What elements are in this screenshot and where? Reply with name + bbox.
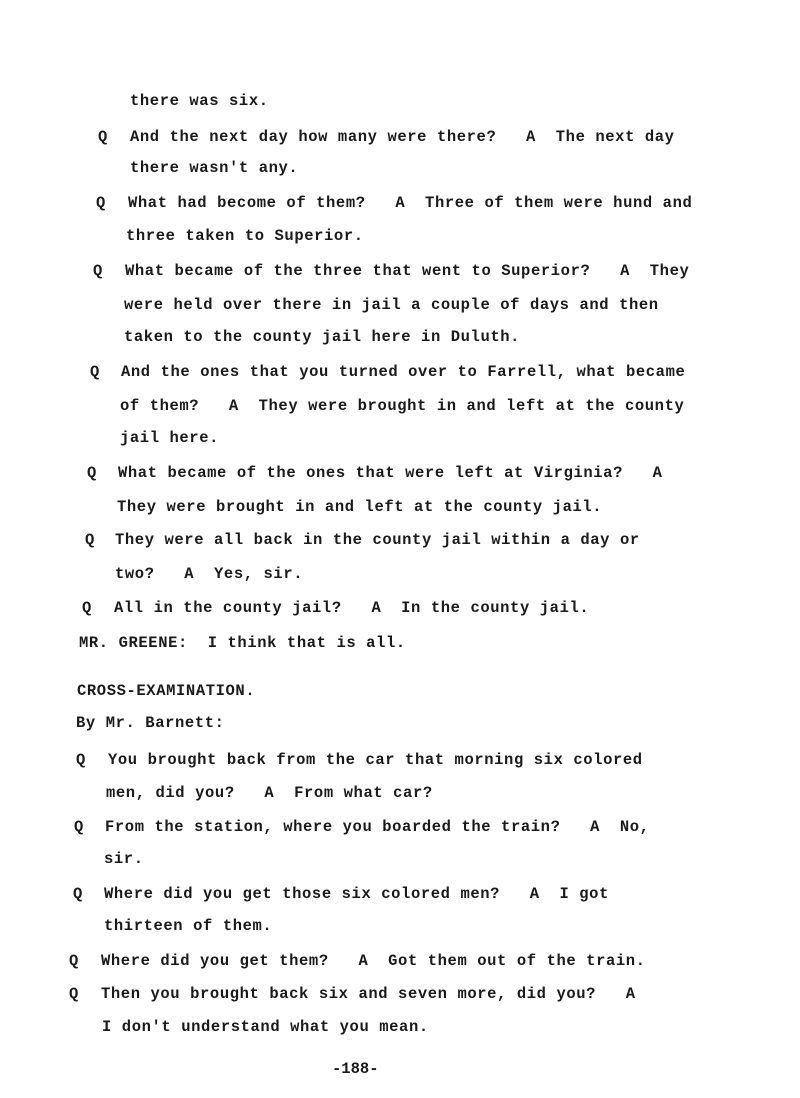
question-marker: Q	[87, 464, 97, 482]
transcript-line: What became of the three that went to Superior? A They	[125, 262, 690, 280]
transcript-line: sir.	[104, 850, 144, 868]
transcript-line: They were all back in the county jail within a day or	[115, 531, 640, 549]
transcript-line: there wasn't any.	[130, 159, 299, 177]
question-marker: Q	[85, 531, 95, 549]
question-marker: Q	[93, 262, 103, 280]
transcript-line: thirteen of them.	[104, 917, 273, 935]
question-marker: Q	[82, 599, 92, 617]
transcript-line: And the ones that you turned over to Farrell, what became	[121, 363, 686, 381]
transcript-line: jail here.	[120, 429, 220, 447]
question-marker: Q	[73, 885, 83, 903]
question-marker: Q	[76, 751, 86, 769]
transcript-line: MR. GREENE: I think that is all.	[79, 634, 406, 652]
question-marker: Q	[90, 363, 100, 381]
question-marker: Q	[69, 952, 79, 970]
transcript-line: were held over there in jail a couple of days and then	[124, 296, 659, 314]
transcript-line: All in the county jail? A In the county jail.	[114, 599, 590, 617]
transcript-line: What had become of them? A Three of them were hund and	[128, 194, 693, 212]
transcript-line: I don't understand what you mean.	[102, 1018, 429, 1036]
transcript-line: Where did you get those six colored men? A I got	[104, 885, 609, 903]
transcript-line: two? A Yes, sir.	[115, 565, 304, 583]
transcript-line: By Mr. Barnett:	[76, 714, 225, 732]
question-marker: Q	[74, 818, 84, 836]
question-marker: Q	[69, 985, 79, 1003]
transcript-line: of them? A They were brought in and left at the county	[120, 397, 685, 415]
transcript-line: They were brought in and left at the county jail.	[117, 498, 603, 516]
page-number: -188-	[332, 1060, 379, 1078]
question-marker: Q	[98, 128, 108, 146]
transcript-line: CROSS-EXAMINATION.	[77, 682, 256, 700]
transcript-line: Then you brought back six and seven more, did you? A	[101, 985, 636, 1003]
transcript-line: From the station, where you boarded the train? A No,	[105, 818, 650, 836]
transcript-line: men, did you? A From what car?	[106, 784, 433, 802]
transcript-line: there was six.	[130, 92, 269, 110]
transcript-line: What became of the ones that were left at Virginia? A	[118, 464, 663, 482]
transcript-line: taken to the county jail here in Duluth.	[124, 328, 521, 346]
transcript-line: three taken to Superior.	[126, 227, 364, 245]
transcript-line: You brought back from the car that morning six colored	[108, 751, 643, 769]
transcript-line: Where did you get them? A Got them out of the train.	[101, 952, 646, 970]
question-marker: Q	[96, 194, 106, 212]
transcript-line: And the next day how many were there? A The next day	[130, 128, 675, 146]
